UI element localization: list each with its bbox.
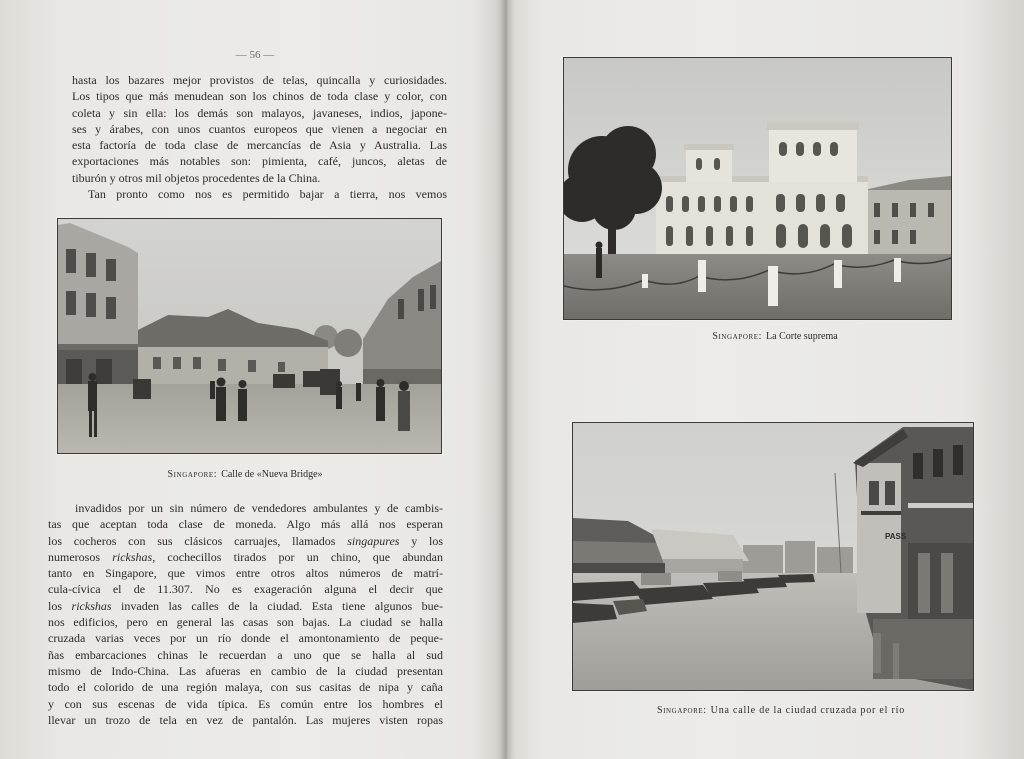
text-line: hasta los bazares mejor provistos de telas, quincalla y curiosidades.: [72, 73, 447, 87]
text-line: mismo de Indo-China. Las afueras en cambio de la ciudad presentan: [48, 663, 443, 678]
caption-court-photo: [675, 331, 875, 342]
caption-text: Calle de «Nueva Bridge»: [221, 469, 323, 480]
text-segment: cochecillos tirados por un chino, que abundan: [155, 549, 443, 564]
figures: [596, 242, 603, 279]
caption-street-photo: [145, 469, 345, 480]
river-photo-drawing: [573, 423, 973, 690]
caption-text: Una calle de la ciudad cruzada por el río: [710, 705, 906, 716]
text-line: tanto en Singapore, que vimos entre otros altos números de matrí-: [48, 566, 443, 581]
street-photo-drawing: [58, 219, 441, 453]
photo-river-street: [572, 422, 974, 691]
text-line: y con sus escenas de vida típica. Es común entre los hombres el: [48, 696, 443, 711]
text-line: invadidos por un sin número de vendedores ambulantes y de cambis-: [75, 501, 443, 515]
caption-place: Singapore:: [167, 469, 218, 480]
text-line: tas que aceptan toda clase de moneda. Algo más allá nos esperan: [48, 517, 443, 532]
text-segment: y los: [399, 533, 443, 548]
caption-text: La Corte suprema: [766, 331, 838, 342]
paragraph-bottom: [48, 500, 443, 728]
text-line: cruzada varias veces por un río donde el amontonamiento de peque-: [48, 631, 443, 646]
text-line: nos edificios, pero en general las casas son bajas. La ciudad se halla: [48, 615, 443, 630]
building-left: [58, 223, 138, 394]
text-line: ses y árabes, con unos cuantos europeos que vienen a negociar en: [72, 121, 447, 136]
right-page: [510, 0, 1024, 759]
caption-river-photo: [631, 705, 931, 716]
text-line: Tan pronto como nos es permitido bajar a tierra, nos vemos: [88, 187, 447, 202]
photo-supreme-court: [563, 57, 952, 320]
text-line: ñas embarcaciones chinas le recuerdan a uno que se halla al sud: [48, 647, 443, 662]
text-line: exportaciones más notables son: pimienta, café, juncos, aletas de: [72, 154, 447, 169]
text-segment: los: [48, 598, 72, 613]
shop-sign: PASS: [885, 532, 907, 541]
paragraph-top: [72, 72, 447, 202]
text-line: tiburón y otros mil objetos procedentes de la China.: [72, 170, 321, 185]
text-segment: invaden las calles de la ciudad. Esta tiene algunos bue-: [111, 598, 443, 613]
text-line: esta factoría de toda clase de mercancías de Asia y Australia. Las: [72, 138, 447, 153]
court-photo-drawing: [564, 58, 951, 319]
text-line: llevar un trozo de tela en vez de pantalón. Las mujeres visten ropas: [48, 712, 443, 727]
left-page: [0, 0, 500, 759]
text-line: todo el colorido de una región malaya, con sus casitas de nipa y caña: [48, 680, 443, 695]
italic-word: singapures: [347, 533, 400, 548]
photo-street-nueva-bridge: [57, 218, 442, 454]
text-segment: los cocheros con sus clásicos carruajes, llamados: [48, 533, 348, 548]
italic-word: rickshas: [71, 598, 112, 613]
text-line: cula-cívica el de 11.307. No es exageración alguna el decir que: [48, 582, 443, 597]
text-line: [48, 549, 443, 565]
text-line: [48, 533, 443, 549]
right-building: [864, 176, 951, 258]
caption-place: Singapore:: [712, 331, 763, 342]
caption-place: Singapore:: [656, 705, 707, 716]
text-segment: numerosos: [48, 549, 113, 564]
text-line: [48, 598, 443, 614]
text-line: coleta y sin ella: los demás son malayos, javaneses, indios, japone-: [72, 105, 447, 120]
italic-word: rickshas,: [112, 549, 156, 564]
text-line: Los tipos que más menudean son los chinos de toda clase y color, con: [72, 89, 447, 104]
page-number: — 56 —: [235, 49, 275, 61]
